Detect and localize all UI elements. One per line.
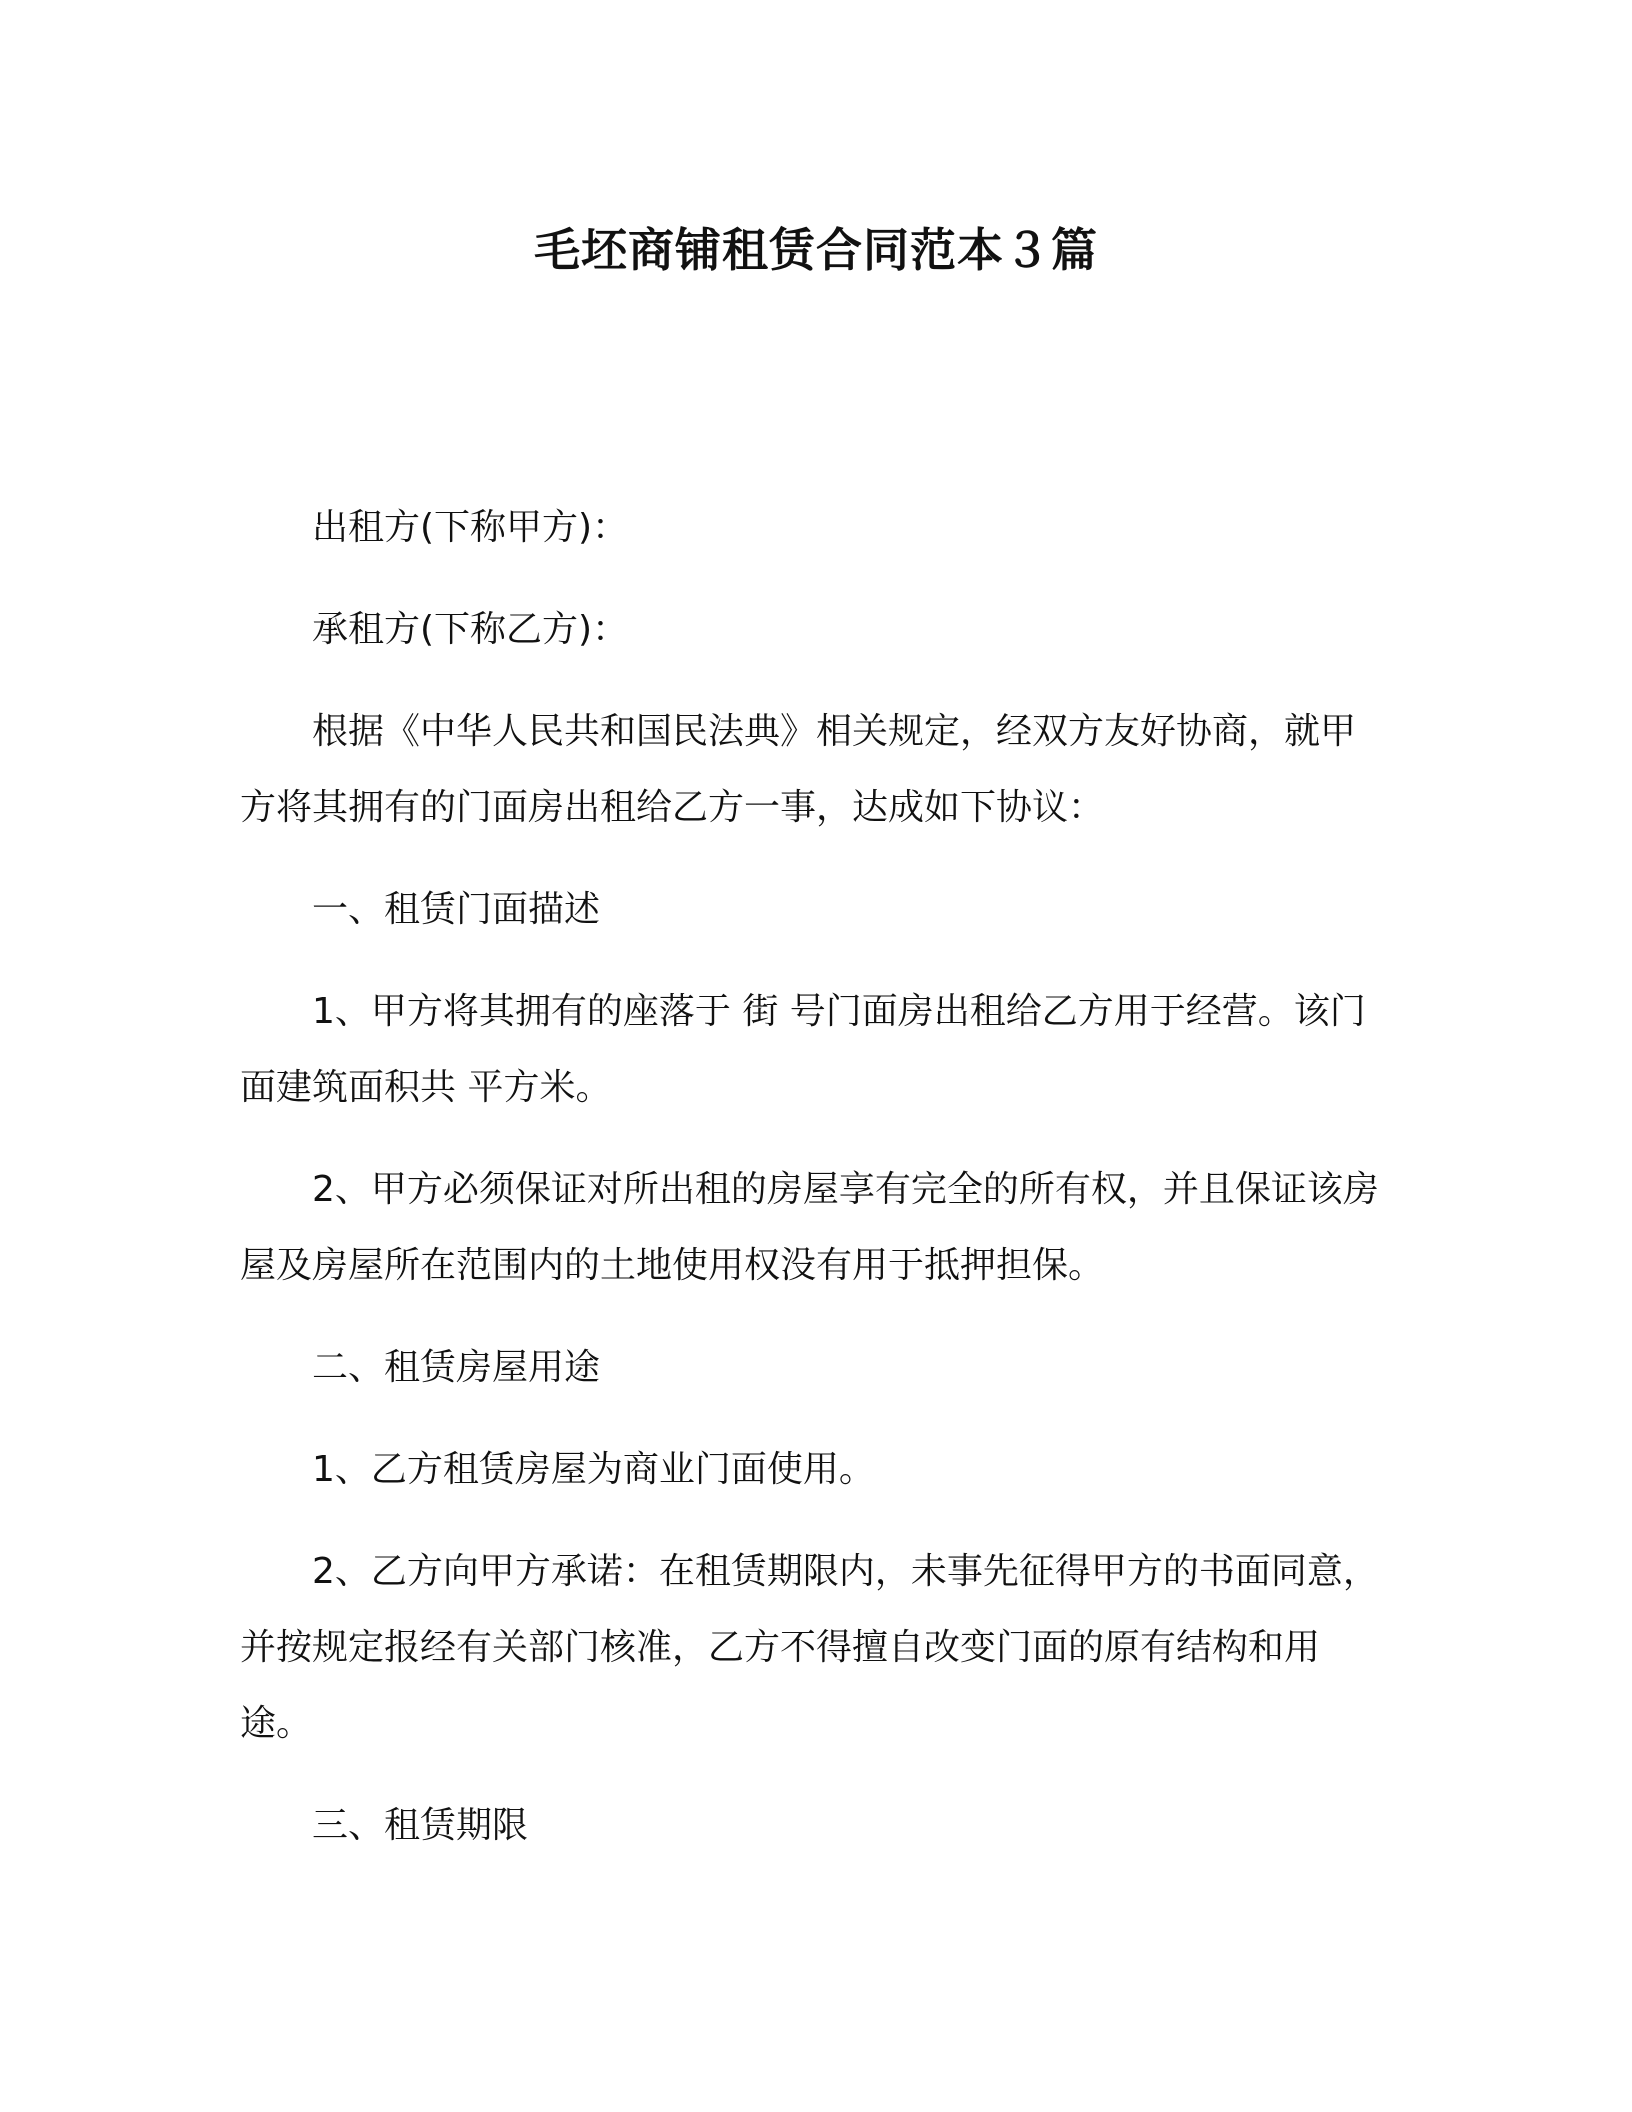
section-heading-1: 一、租赁门面描述	[312, 889, 601, 930]
document-body	[240, 490, 1390, 1890]
clause-2-1: 1、乙方租赁房屋为商业门面使用。	[312, 1449, 875, 1490]
clause-1-1: 1、甲方将其拥有的座落于 街 号门面房出租给乙方用于经营。该门面建筑面积共 平方米。	[240, 991, 1366, 1108]
lessee-line: 承租方(下称乙方)：	[312, 609, 629, 650]
clause-1-2: 2、甲方必须保证对所出租的房屋享有完全的所有权，并且保证该房屋及房屋所在范围内的土地使用权没有用于抵押担保。	[240, 1169, 1379, 1286]
document-title: 毛坯商铺租赁合同范本３篇	[534, 223, 1098, 277]
lessor-line: 出租方(下称甲方)：	[312, 507, 629, 548]
preamble-paragraph: 根据《中华人民共和国民法典》相关规定，经双方友好协商，就甲方将其拥有的门面房出租给乙方一事，达成如下协议：	[240, 711, 1357, 828]
section-heading-3: 三、租赁期限	[312, 1805, 529, 1846]
clause-2-2: 2、乙方向甲方承诺：在租赁期限内，未事先征得甲方的书面同意，并按规定报经有关部门核准，乙方不得擅自改变门面的原有结构和用途。	[240, 1551, 1379, 1744]
section-heading-2: 二、租赁房屋用途	[312, 1347, 601, 1388]
